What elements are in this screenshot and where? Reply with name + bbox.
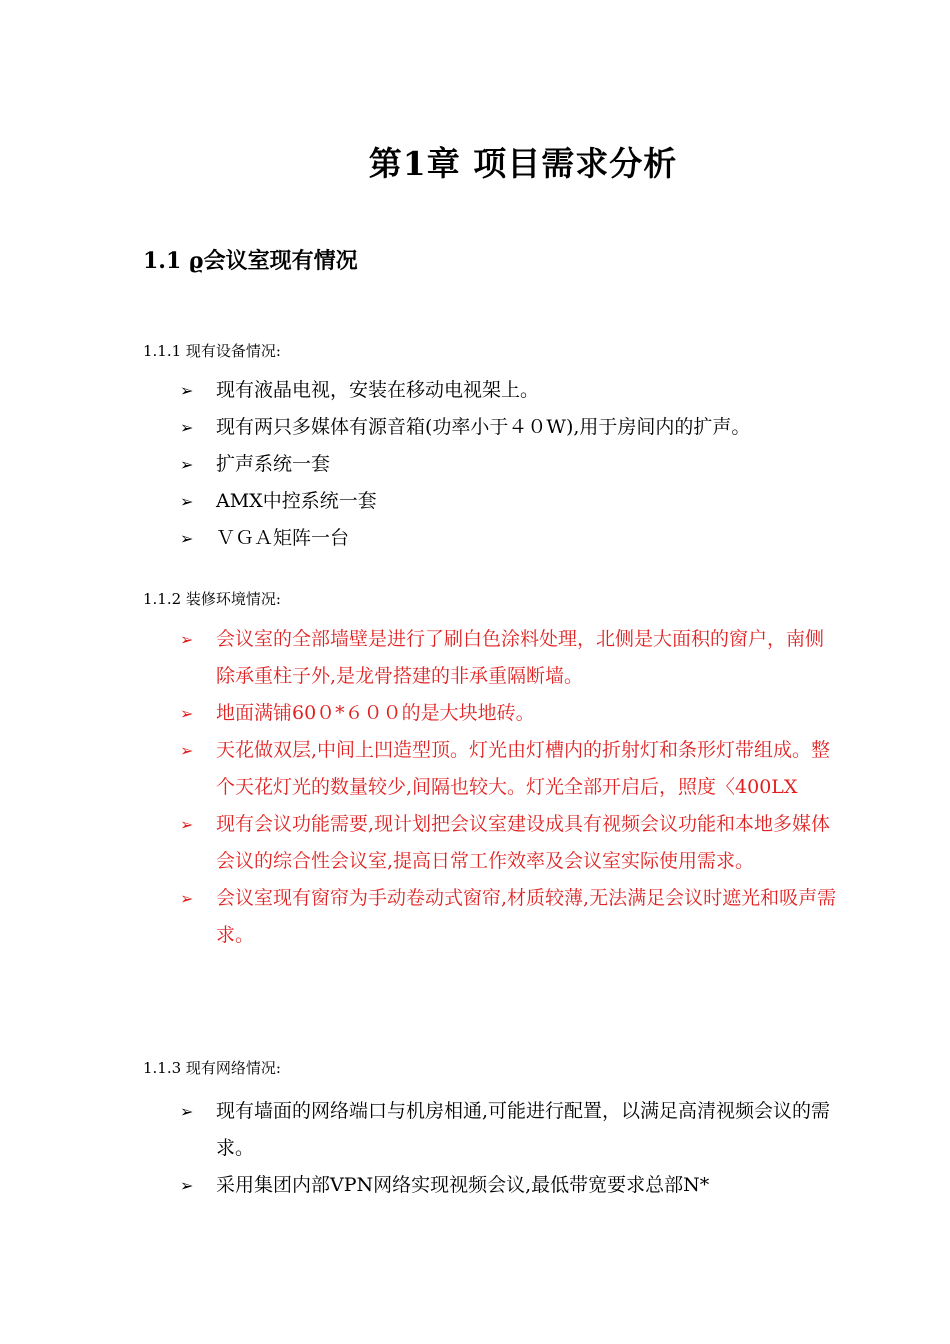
network-list: [180, 1093, 840, 1204]
arrow-bullet-icon: ➢: [180, 741, 194, 760]
list-item: ➢ ＶＧＡ矩阵一台: [180, 520, 840, 557]
list-item: ➢ AMX中控系统一套: [180, 483, 840, 520]
list-item: ➢ 现有两只多媒体有源音箱(功率小于４０W),用于房间内的扩声。: [180, 409, 840, 446]
arrow-bullet-icon: ➢: [180, 455, 194, 474]
list-item: ➢ 现有液晶电视，安装在移动电视架上。: [180, 372, 840, 409]
arrow-bullet-icon: ➢: [180, 704, 194, 723]
chapter-title: 第1章 项目需求分析: [368, 144, 678, 183]
arrow-bullet-icon: ➢: [180, 630, 194, 649]
list-item: ➢ 现有会议功能需要,现计划把会议室建设成具有视频会议功能和本地多媒体会议的综合性会议室,提高日常工作效率及会议室实际使用需求。: [180, 806, 840, 880]
decoration-list: [180, 621, 840, 954]
subsection-title-network: 1.1.3 现有网络情况:: [143, 1059, 281, 1077]
arrow-bullet-icon: ➢: [180, 529, 194, 548]
list-item: ➢ 扩声系统一套: [180, 446, 840, 483]
list-item: ➢ 采用集团内部VPN网络实现视频会议,最低带宽要求总部N*: [180, 1167, 840, 1204]
arrow-bullet-icon: ➢: [180, 889, 194, 908]
arrow-bullet-icon: ➢: [180, 381, 194, 400]
arrow-bullet-icon: ➢: [180, 815, 194, 834]
arrow-bullet-icon: ➢: [180, 1176, 194, 1195]
list-item: ➢ 会议室现有窗帘为手动卷动式窗帘,材质较薄,无法满足会议时遮光和吸声需求。: [180, 880, 840, 954]
arrow-bullet-icon: ➢: [180, 418, 194, 437]
list-item: ➢ 会议室的全部墙壁是进行了刷白色涂料处理，北侧是大面积的窗户，南侧除承重柱子外,是龙骨搭建的非承重隔断墙。: [180, 621, 840, 695]
subsection-title-decoration: 1.1.2 装修环境情况:: [143, 590, 281, 608]
list-item: ➢ 现有墙面的网络端口与机房相通,可能进行配置，以满足高清视频会议的需求。: [180, 1093, 840, 1167]
list-item: ➢ 天花做双层,中间上凹造型顶。灯光由灯槽内的折射灯和条形灯带组成。整个天花灯光的数量较少,间隔也较大。灯光全部开启后，照度〈400LX: [180, 732, 840, 806]
section-title: 1.1 ϱ会议室现有情况: [143, 248, 358, 274]
subsection-title-equipment: 1.1.1 现有设备情况:: [143, 342, 281, 360]
list-item: ➢ 地面满铺60０*６００的是大块地砖。: [180, 695, 840, 732]
arrow-bullet-icon: ➢: [180, 1102, 194, 1121]
equipment-list: [180, 372, 840, 557]
arrow-bullet-icon: ➢: [180, 492, 194, 511]
